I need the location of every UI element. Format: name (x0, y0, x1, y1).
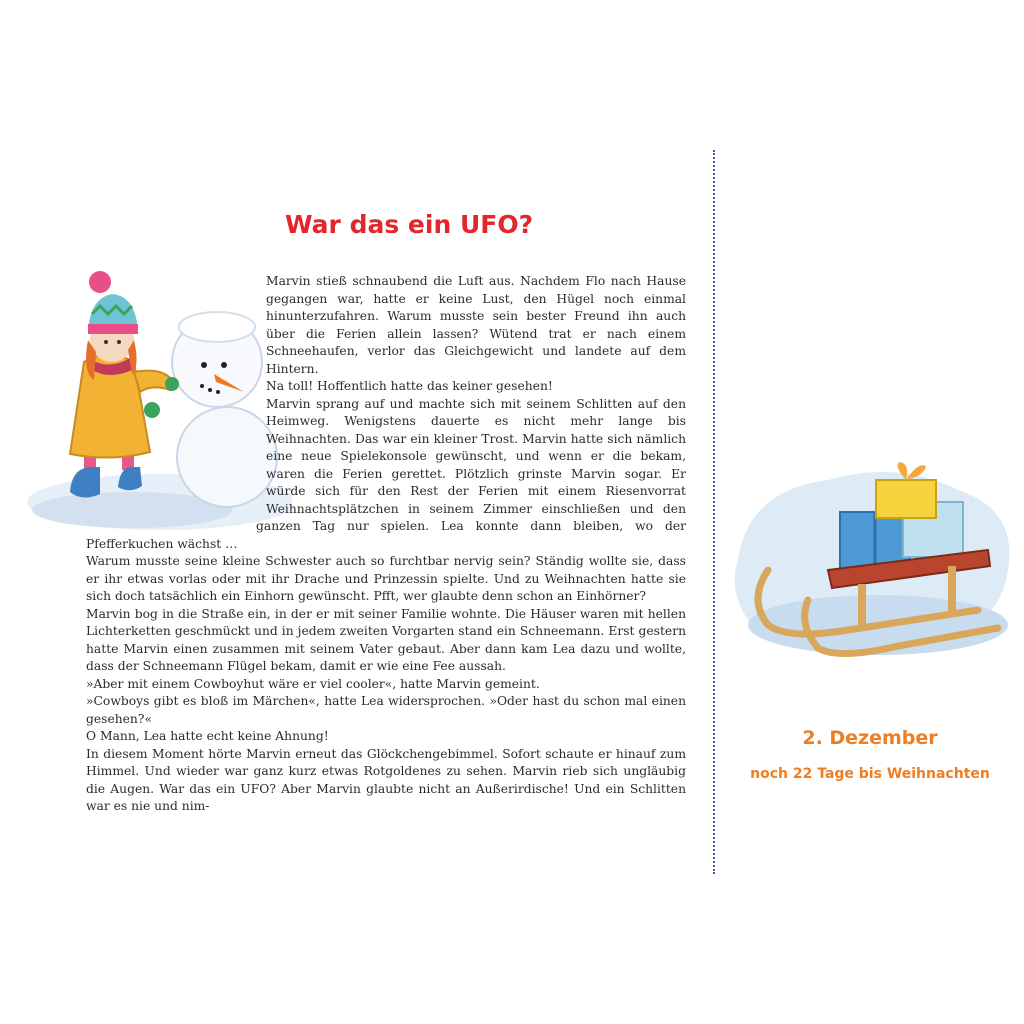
story-paragraph: »Aber mit einem Cowboyhut wäre er viel cooler«, hatte Marvin gemeint. (86, 676, 540, 691)
sled-with-gifts-illustration (728, 450, 1018, 665)
story-title: War das ein UFO? (285, 210, 534, 239)
page-divider (713, 150, 715, 874)
story-paragraph: In diesem Moment hörte Marvin erneut das Glöckchengebimmel. Sofort schaute er hinauf zum Himmel. Und wieder war ganz kurz etwas Rotgoldenes zu sehen. Marvin rieb sich ungläubig die Augen. War das ein UFO? Aber Marvin glaubte nicht an Außerirdische! Und ein Schlitten war es nie und nim- (86, 746, 686, 813)
story-paragraph: Warum musste seine kleine Schwester auch so furchtbar nervig sein? Ständig wollte sie, dass er ihr etwas vorlas oder mit ihr Drache und Prinzessin spielte. Und zu Weihnachten hatte sie sich doch tatsächlich ein Einhorn gewünscht. Pfft, wer glaubte denn schon an Einhörner? (86, 554, 686, 603)
story-paragraph: Marvin sprang auf und machte sich mit seinem Schlitten auf den Heimweg. Wenigstens dauerte es nicht mehr lange bis Weihnachten. Das war ein kleiner Trost. Marvin hatte sich nämlich eine neue Spielekonsole gewünscht, und wenn er die bekam, waren die Ferien gerettet. Plötzlich grinste Marvin sogar. Er würde sich für den Rest der Ferien mit einem Riesenvorrat Weihnachtsplätzchen in seinem Zimmer einschließen und den ganzen Tag nur spielen. Lea konnte dann bleiben, wo der Pfefferkuchen wächst … (86, 396, 686, 551)
story-paragraph: »Cowboys gibt es bloß im Märchen«, hatte Lea widersprochen. »Oder hast du schon mal einen gesehen?« (86, 694, 686, 726)
story-paragraph: O Mann, Lea hatte echt keine Ahnung! (86, 729, 329, 743)
story-text (86, 273, 686, 816)
advent-countdown: noch 22 Tage bis Weihnachten (750, 766, 990, 782)
advent-date: 2. Dezember (802, 727, 938, 749)
text-wrap-spacer (76, 273, 266, 533)
story-paragraph: Marvin bog in die Straße ein, in der er mit seiner Familie wohnte. Die Häuser waren mit hellen Lichterketten geschmückt und in jedem zweiten Vorgarten stand ein Schneemann. Erst gestern hatte Marvin einen zusammen mit seinem Vater gebaut. Aber dann kam Lea dazu und wollte, dass der Schneemann Flügel bekam, damit er wie eine Fee aussah. (86, 606, 686, 673)
story-paragraph: Marvin stieß schnaubend die Luft aus. Nachdem Flo nach Hause gegangen war, hatte er keine Lust, den Hügel noch einmal hinunterzufahren. Warum musste sein bester Freund ihn auch über die Ferien allein lassen? Wütend trat er nach einem Schneehaufen, verlor das Gleichgewicht und landete auf dem Hintern. (266, 274, 686, 376)
story-paragraph: Na toll! Hoffentlich hatte das keiner gesehen! (266, 379, 553, 393)
